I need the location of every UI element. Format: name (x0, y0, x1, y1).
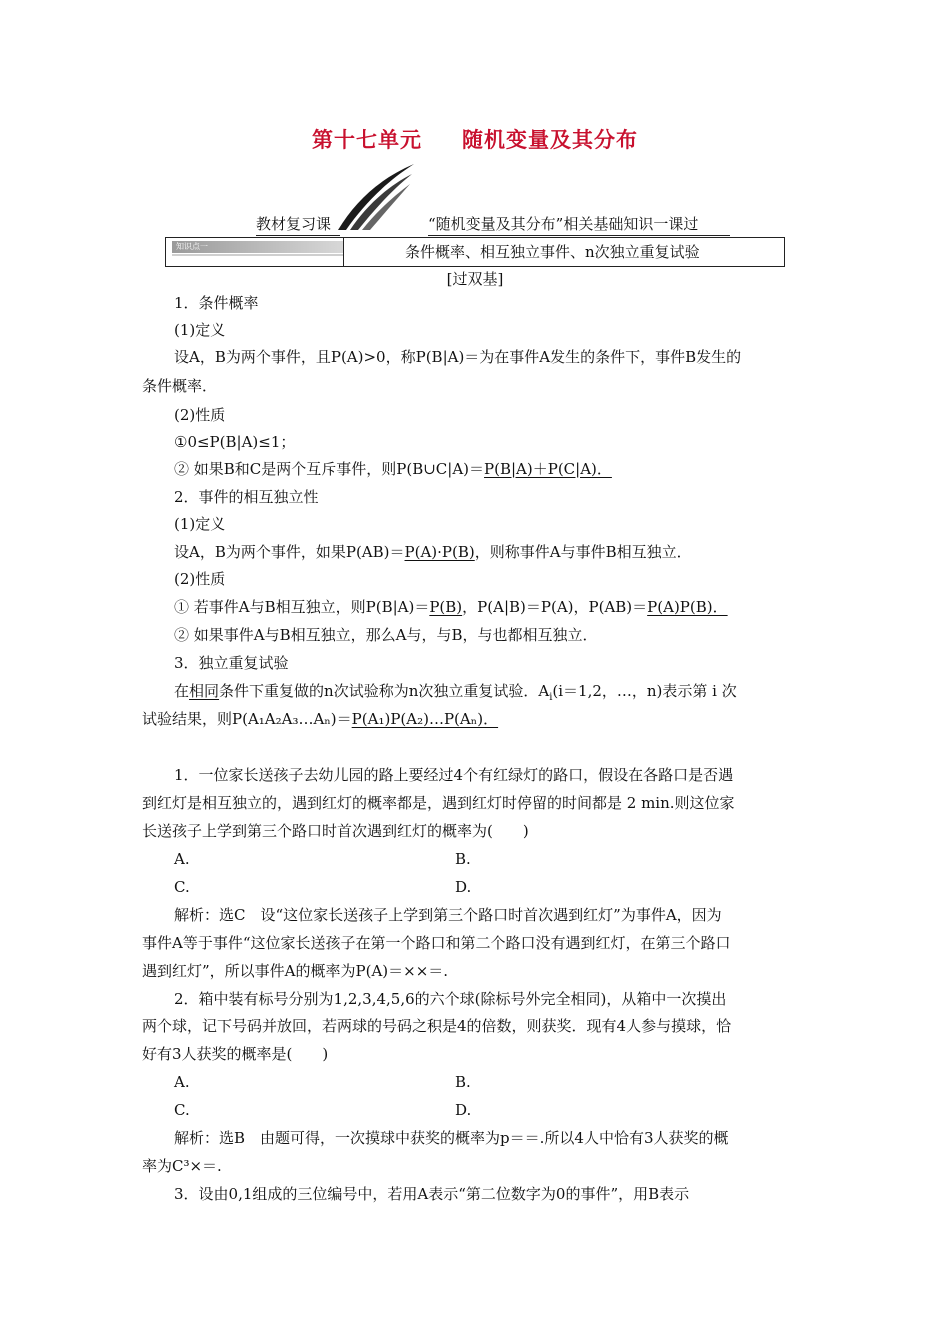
unit-title-topic: 随机变量及其分布 (462, 127, 638, 152)
section-3-title: 3．独立重复试验 (174, 654, 289, 672)
section-2-prop-1 (174, 597, 728, 617)
section-2-def-answer: P(A)·P(B) (404, 543, 475, 561)
section-2-def-heading: (1)定义 (174, 515, 226, 533)
section-1-prop-2-answer: P(B|A)＋P(C|A)． (484, 460, 612, 478)
question-1-line-3: 长送孩子上学到第三个路口时首次遇到红灯的概率为( ) (142, 822, 529, 840)
section-2-prop-1-answer-1: P(B) (429, 598, 463, 616)
section-3-subscript: i (549, 692, 553, 703)
section-2-prop-heading: (2)性质 (174, 570, 226, 588)
knowledge-point-divider (343, 237, 344, 267)
question-2-line-3: 好有3人获奖的概率是( ) (142, 1045, 329, 1063)
lesson-subtitle: “随机变量及其分布”相关基础知识一课过 (428, 215, 699, 233)
knowledge-point-badge-text: 知识点一 (176, 242, 208, 251)
header-rule-left (256, 235, 340, 236)
question-1-option-a: A. (174, 850, 190, 868)
section-2-prop-1-mid: ，P(A|B)＝P(A)，P(AB)＝ (462, 598, 648, 616)
section-1-prop-1: ①0≤P(B|A)≤1； (174, 433, 296, 451)
section-2-def-tail: ，则称事件A与事件B相互独立． (474, 543, 692, 561)
section-1-def-line-1: 设A，B为两个事件，且P(A)>0，称P(B|A)＝为在事件A发生的条件下，事件B发生的 (174, 348, 742, 366)
question-2-option-a: A. (174, 1073, 190, 1091)
section-3-line-1 (174, 681, 737, 708)
knowledge-point-badge (172, 241, 344, 253)
question-1-line-1: 1．一位家长送孩子去幼儿园的路上要经过4个有红绿灯的路口，假设在各路口是否遇 (174, 766, 734, 784)
unit-title-number: 第十七单元 (312, 127, 422, 152)
section-3-answer-same: 相同 (189, 682, 220, 700)
question-1-option-b: B. (455, 850, 471, 868)
lesson-label: 教材复习课 (256, 215, 332, 233)
section-2-title: 2．事件的相互独立性 (174, 488, 319, 506)
section-1-prop-2 (174, 459, 612, 479)
badge-underline (172, 254, 344, 256)
section-2-def-line (174, 542, 692, 562)
swoosh-decoration-icon (336, 160, 416, 232)
answer-1-line-2: 事件A等于事件“这位家长送孩子在第一个路口和第二个路口没有遇到红灯，在第三个路口 (142, 934, 731, 952)
question-1-option-d: D. (455, 878, 472, 896)
section-3-line-1-d: (i＝1,2，…，n)表示第 i 次 (552, 682, 737, 700)
question-3-line-1: 3．设由0,1组成的三位编号中，若用A表示“第二位数字为0的事件”，用B表示 (174, 1185, 690, 1203)
answer-1-line-3: 遇到红灯”，所以事件A的概率为P(A)＝××＝. (142, 962, 449, 980)
question-2-line-2: 两个球，记下号码并放回，若两球的号码之积是4的倍数，则获奖．现有4人参与摸球，恰 (142, 1017, 732, 1035)
question-2-option-b: B. (455, 1073, 471, 1091)
question-1-option-c: C. (174, 878, 190, 896)
header-rule-right (428, 235, 730, 236)
section-2-def-text: 设A，B为两个事件，如果P(AB)＝ (174, 543, 405, 561)
section-1-def-heading: (1)定义 (174, 321, 226, 339)
section-3-line-1-a: 在 (174, 682, 190, 700)
section-1-prop-heading: (2)性质 (174, 406, 226, 424)
unit-title (0, 124, 950, 154)
question-1-line-2: 到红灯是相互独立的，遇到红灯的概率都是，遇到红灯时停留的时间都是 2 min.则这位家 (142, 794, 735, 812)
section-subheader: [过双基] (446, 270, 504, 288)
section-1-title: 1．条件概率 (174, 294, 259, 312)
question-2-option-d: D. (455, 1101, 472, 1119)
knowledge-point-title: 条件概率、相互独立事件、n次独立重复试验 (405, 243, 700, 261)
answer-2-line-1: 解析：选B 由题可得，一次摸球中获奖的概率为p＝＝.所以4人中恰有3人获奖的概 (174, 1129, 729, 1147)
section-3-answer-product: P(A₁)P(A₂)…P(Aₙ)． (351, 710, 499, 728)
question-2-option-c: C. (174, 1101, 190, 1119)
section-2-prop-2: ② 如果事件A与B相互独立，那么A与，与B，与也都相互独立． (174, 626, 598, 644)
section-3-line-1-c: 条件下重复做的n次试验称为n次独立重复试验．A (219, 682, 550, 700)
answer-1-line-1: 解析：选C 设“这位家长送孩子上学到第三个路口时首次遇到红灯”为事件A，因为 (174, 906, 722, 924)
section-2-prop-1-answer-2: P(A)P(B)． (647, 598, 728, 616)
section-1-def-line-2: 条件概率． (142, 377, 218, 395)
section-3-line-2-a: 试验结果，则P(A₁A₂A₃…Aₙ)＝ (142, 710, 352, 728)
section-3-line-2 (142, 709, 498, 729)
section-2-prop-1-text: ① 若事件A与B相互独立，则P(B|A)＝ (174, 598, 430, 616)
answer-2-line-2: 率为C³×＝. (142, 1157, 222, 1175)
question-2-line-1: 2．箱中装有标号分别为1,2,3,4,5,6的六个球(除标号外完全相同)，从箱中一次摸出 (174, 990, 727, 1008)
section-1-prop-2-text: ② 如果B和C是两个互斥事件，则P(B∪C|A)＝ (174, 460, 485, 478)
